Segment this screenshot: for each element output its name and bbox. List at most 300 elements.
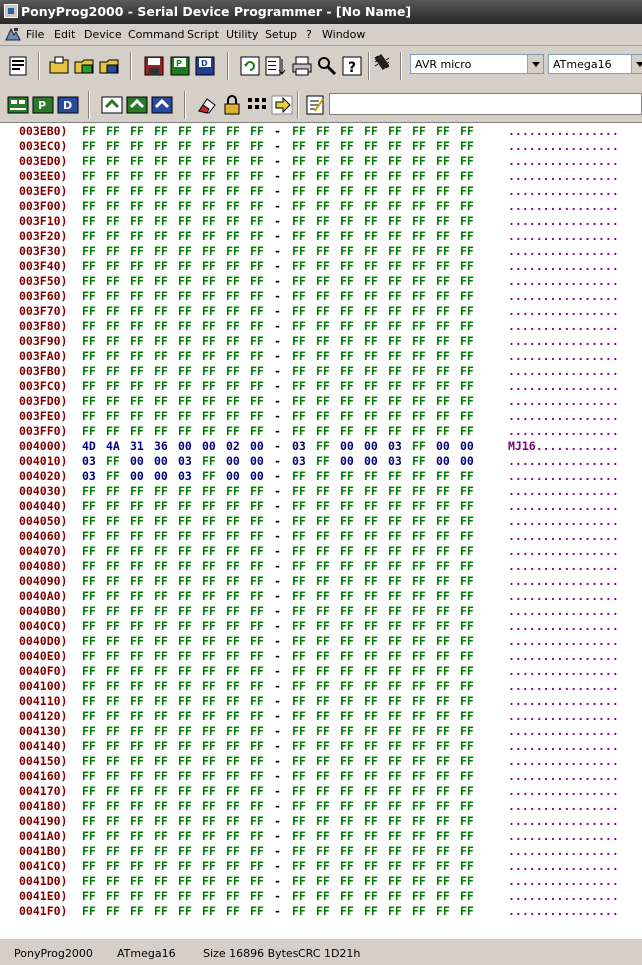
hex-byte[interactable]: FF [106,124,120,138]
hex-byte[interactable]: FF [202,349,216,363]
hex-byte[interactable]: FF [202,799,216,813]
hex-byte[interactable]: FF [316,889,330,903]
hex-byte[interactable]: FF [364,244,378,258]
hex-byte[interactable]: FF [412,439,426,453]
menu-script[interactable]: Script [187,28,219,41]
hex-byte[interactable]: FF [202,544,216,558]
hex-byte[interactable]: FF [202,169,216,183]
hex-byte[interactable]: FF [460,394,474,408]
hex-byte[interactable]: FF [154,484,168,498]
hex-byte[interactable]: FF [154,619,168,633]
menu-window[interactable]: Window [322,28,366,41]
hex-byte[interactable]: FF [460,349,474,363]
hex-byte[interactable]: FF [436,469,450,483]
hex-byte[interactable]: FF [178,154,192,168]
hex-byte[interactable]: FF [412,724,426,738]
hex-byte[interactable]: FF [154,394,168,408]
hex-byte[interactable]: FF [82,484,96,498]
hex-byte[interactable]: FF [316,364,330,378]
hex-byte[interactable]: FF [226,769,240,783]
hex-byte[interactable]: 31 [130,439,144,453]
hex-byte[interactable]: FF [154,124,168,138]
hex-byte[interactable]: FF [388,799,402,813]
hex-byte[interactable]: FF [340,274,354,288]
hex-byte[interactable]: FF [250,769,264,783]
hex-byte[interactable]: FF [316,709,330,723]
hex-byte[interactable]: FF [340,424,354,438]
hex-byte[interactable]: FF [226,529,240,543]
hex-byte[interactable]: FF [202,319,216,333]
hex-byte[interactable]: FF [364,799,378,813]
open-data-icon[interactable] [98,54,122,78]
hex-byte[interactable]: FF [106,844,120,858]
hex-byte[interactable]: FF [250,724,264,738]
hex-byte[interactable]: FF [226,799,240,813]
hex-byte[interactable]: FF [364,679,378,693]
hex-byte[interactable]: FF [460,799,474,813]
hex-byte[interactable]: FF [226,844,240,858]
hex-byte[interactable]: FF [460,364,474,378]
hex-byte[interactable]: FF [250,589,264,603]
hex-byte[interactable]: FF [82,559,96,573]
hex-byte[interactable]: FF [316,724,330,738]
hex-byte[interactable]: 02 [226,439,240,453]
hex-byte[interactable]: FF [226,154,240,168]
hex-byte[interactable]: FF [130,754,144,768]
hex-byte[interactable]: FF [412,229,426,243]
hex-byte[interactable]: FF [226,619,240,633]
hex-byte[interactable]: FF [202,574,216,588]
hex-byte[interactable]: 00 [460,439,474,453]
hex-byte[interactable]: FF [412,589,426,603]
hex-byte[interactable]: FF [250,499,264,513]
hex-byte[interactable]: FF [106,409,120,423]
hex-byte[interactable]: FF [226,634,240,648]
hex-byte[interactable]: FF [436,784,450,798]
hex-byte[interactable]: FF [388,469,402,483]
hex-byte[interactable]: FF [436,499,450,513]
document-menu-icon[interactable] [4,27,22,42]
hex-byte[interactable]: FF [82,349,96,363]
hex-byte[interactable]: FF [130,859,144,873]
hex-byte[interactable]: FF [82,889,96,903]
hex-byte[interactable]: FF [154,784,168,798]
hex-byte[interactable]: FF [226,274,240,288]
hex-byte[interactable]: FF [178,184,192,198]
hex-byte[interactable]: FF [130,364,144,378]
hex-byte[interactable]: FF [154,184,168,198]
hex-byte[interactable]: FF [178,604,192,618]
hex-byte[interactable]: FF [388,544,402,558]
app-icon[interactable] [4,4,18,18]
hex-byte[interactable]: FF [388,559,402,573]
hex-byte[interactable]: FF [178,844,192,858]
hex-byte[interactable]: FF [388,484,402,498]
hex-byte[interactable]: FF [340,604,354,618]
hex-byte[interactable]: FF [226,544,240,558]
hex-byte[interactable]: FF [388,409,402,423]
hex-byte[interactable]: FF [460,574,474,588]
hex-byte[interactable]: FF [154,889,168,903]
hex-byte[interactable]: FF [364,889,378,903]
hex-byte[interactable]: FF [292,814,306,828]
hex-byte[interactable]: FF [82,739,96,753]
hex-byte[interactable]: FF [106,709,120,723]
hex-byte[interactable]: FF [340,829,354,843]
hex-byte[interactable]: FF [388,214,402,228]
hex-byte[interactable]: FF [226,739,240,753]
hex-byte[interactable]: FF [292,124,306,138]
hex-byte[interactable]: FF [292,304,306,318]
hex-byte[interactable]: FF [250,349,264,363]
hex-byte[interactable]: FF [250,124,264,138]
hex-byte[interactable]: FF [436,169,450,183]
hex-byte[interactable]: FF [178,259,192,273]
hex-byte[interactable]: FF [388,844,402,858]
hex-byte[interactable]: FF [388,514,402,528]
hex-byte[interactable]: FF [250,604,264,618]
hex-byte[interactable]: FF [250,709,264,723]
hex-byte[interactable]: FF [364,349,378,363]
hex-byte[interactable]: FF [250,694,264,708]
hex-byte[interactable]: FF [106,724,120,738]
hex-byte[interactable]: FF [82,529,96,543]
hex-byte[interactable]: FF [388,889,402,903]
hex-byte[interactable]: FF [436,349,450,363]
hex-byte[interactable]: FF [388,349,402,363]
hex-byte[interactable]: FF [202,784,216,798]
hex-byte[interactable]: FF [340,814,354,828]
hex-byte[interactable]: FF [106,694,120,708]
hex-buffer-view[interactable] [0,123,642,938]
hex-byte[interactable]: FF [130,799,144,813]
hex-byte[interactable]: FF [82,814,96,828]
hex-byte[interactable]: FF [412,319,426,333]
hex-byte[interactable]: FF [292,499,306,513]
hex-byte[interactable]: FF [460,724,474,738]
hex-byte[interactable]: FF [340,394,354,408]
hex-byte[interactable]: FF [316,334,330,348]
hex-byte[interactable]: FF [130,559,144,573]
hex-byte[interactable]: FF [364,514,378,528]
hex-byte[interactable]: FF [412,634,426,648]
hex-byte[interactable]: FF [226,334,240,348]
hex-byte[interactable]: FF [412,649,426,663]
hex-byte[interactable]: FF [388,649,402,663]
hex-byte[interactable]: FF [340,154,354,168]
hex-byte[interactable]: FF [226,649,240,663]
hex-byte[interactable]: FF [178,874,192,888]
hex-byte[interactable]: FF [178,559,192,573]
hex-byte[interactable]: FF [178,319,192,333]
hex-byte[interactable]: FF [178,289,192,303]
hex-byte[interactable]: FF [130,814,144,828]
hex-byte[interactable]: 00 [130,454,144,468]
hex-byte[interactable]: FF [130,259,144,273]
hex-byte[interactable]: FF [154,169,168,183]
hex-byte[interactable]: 03 [82,454,96,468]
read-all-icon[interactable] [6,93,30,117]
hex-byte[interactable]: FF [340,139,354,153]
hex-byte[interactable]: FF [202,499,216,513]
hex-byte[interactable]: FF [178,229,192,243]
write-program-icon[interactable] [125,93,149,117]
hex-byte[interactable]: FF [460,589,474,603]
hex-byte[interactable]: FF [340,859,354,873]
hex-byte[interactable]: FF [130,649,144,663]
hex-byte[interactable]: FF [106,739,120,753]
hex-byte[interactable]: 03 [388,454,402,468]
hex-byte[interactable]: FF [412,349,426,363]
hex-byte[interactable]: 03 [388,439,402,453]
hex-byte[interactable]: FF [340,199,354,213]
hex-byte[interactable]: FF [460,904,474,918]
hex-byte[interactable]: FF [106,334,120,348]
hex-byte[interactable]: FF [460,784,474,798]
print-icon[interactable] [290,54,314,78]
hex-byte[interactable]: FF [388,709,402,723]
hex-byte[interactable]: FF [388,829,402,843]
hex-byte[interactable]: 4D [82,439,96,453]
hex-byte[interactable]: FF [388,529,402,543]
hex-byte[interactable]: FF [82,124,96,138]
hex-byte[interactable]: FF [178,769,192,783]
hex-byte[interactable]: FF [388,364,402,378]
hex-byte[interactable]: FF [460,619,474,633]
hex-byte[interactable]: FF [178,799,192,813]
hex-byte[interactable]: FF [388,754,402,768]
hex-byte[interactable]: FF [364,754,378,768]
hex-byte[interactable]: FF [250,139,264,153]
hex-byte[interactable]: FF [460,679,474,693]
hex-byte[interactable]: FF [412,559,426,573]
hex-byte[interactable]: FF [154,694,168,708]
hex-byte[interactable]: FF [226,199,240,213]
hex-byte[interactable]: FF [130,169,144,183]
hex-byte[interactable]: FF [364,859,378,873]
hex-byte[interactable]: FF [178,529,192,543]
hex-byte[interactable]: FF [130,679,144,693]
hex-byte[interactable]: FF [340,484,354,498]
hex-byte[interactable]: FF [316,199,330,213]
hex-byte[interactable]: FF [178,694,192,708]
hex-byte[interactable]: FF [364,424,378,438]
hex-byte[interactable]: FF [130,184,144,198]
hex-byte[interactable]: FF [388,199,402,213]
hex-byte[interactable]: FF [436,724,450,738]
hex-byte[interactable]: FF [154,589,168,603]
hex-byte[interactable]: FF [154,604,168,618]
hex-byte[interactable]: FF [412,424,426,438]
hex-byte[interactable]: FF [364,199,378,213]
hex-byte[interactable]: FF [388,244,402,258]
erase-icon[interactable] [195,93,219,117]
hex-byte[interactable]: FF [202,664,216,678]
hex-byte[interactable]: 03 [82,469,96,483]
hex-byte[interactable]: FF [178,904,192,918]
hex-byte[interactable]: FF [106,574,120,588]
hex-byte[interactable]: FF [154,859,168,873]
hex-byte[interactable]: FF [364,484,378,498]
hex-byte[interactable]: FF [202,679,216,693]
hex-byte[interactable]: FF [340,784,354,798]
help-icon[interactable] [340,54,364,78]
hex-byte[interactable]: FF [130,334,144,348]
hex-byte[interactable]: FF [202,649,216,663]
hex-byte[interactable]: FF [202,604,216,618]
hex-byte[interactable]: FF [250,229,264,243]
hex-byte[interactable]: FF [388,184,402,198]
hex-byte[interactable]: FF [460,229,474,243]
hex-byte[interactable]: FF [364,184,378,198]
hex-byte[interactable]: FF [106,379,120,393]
hex-byte[interactable]: FF [412,784,426,798]
hex-byte[interactable]: FF [178,784,192,798]
hex-byte[interactable]: FF [340,559,354,573]
hex-byte[interactable]: FF [202,364,216,378]
hex-byte[interactable]: FF [178,199,192,213]
hex-byte[interactable]: FF [364,499,378,513]
hex-byte[interactable]: FF [388,769,402,783]
hex-byte[interactable]: FF [316,544,330,558]
hex-byte[interactable]: FF [460,514,474,528]
hex-byte[interactable]: FF [364,334,378,348]
hex-byte[interactable]: FF [412,244,426,258]
hex-byte[interactable]: FF [106,619,120,633]
hex-byte[interactable]: FF [106,649,120,663]
hex-byte[interactable]: FF [436,874,450,888]
hex-byte[interactable]: FF [82,199,96,213]
hex-byte[interactable]: FF [436,649,450,663]
hex-byte[interactable]: FF [226,229,240,243]
hex-byte[interactable]: 03 [292,439,306,453]
hex-byte[interactable]: FF [412,274,426,288]
hex-byte[interactable]: FF [364,874,378,888]
hex-byte[interactable]: 4A [106,439,120,453]
hex-byte[interactable]: FF [412,124,426,138]
hex-byte[interactable]: FF [412,409,426,423]
hex-byte[interactable]: FF [364,529,378,543]
hex-byte[interactable]: FF [130,574,144,588]
hex-byte[interactable]: FF [316,454,330,468]
hex-byte[interactable]: FF [340,319,354,333]
hex-byte[interactable]: FF [460,334,474,348]
hex-byte[interactable]: FF [436,769,450,783]
hex-byte[interactable]: 00 [250,469,264,483]
hex-byte[interactable]: FF [178,754,192,768]
hex-byte[interactable]: FF [436,739,450,753]
menu-file[interactable]: File [26,28,45,41]
hex-byte[interactable]: FF [106,454,120,468]
hex-byte[interactable]: FF [340,544,354,558]
hex-byte[interactable]: FF [388,589,402,603]
hex-byte[interactable]: FF [106,859,120,873]
hex-byte[interactable]: FF [106,499,120,513]
hex-byte[interactable]: 00 [226,454,240,468]
hex-byte[interactable]: FF [340,184,354,198]
hex-byte[interactable]: FF [436,694,450,708]
hex-byte[interactable]: FF [436,634,450,648]
hex-byte[interactable]: FF [226,424,240,438]
hex-byte[interactable]: FF [130,769,144,783]
hex-byte[interactable]: FF [106,784,120,798]
hex-byte[interactable]: FF [292,874,306,888]
reload-icon[interactable] [238,54,262,78]
hex-byte[interactable]: FF [412,184,426,198]
hex-byte[interactable]: FF [82,154,96,168]
hex-byte[interactable]: FF [226,379,240,393]
hex-byte[interactable]: FF [412,289,426,303]
hex-byte[interactable]: FF [178,274,192,288]
hex-byte[interactable]: FF [436,124,450,138]
hex-byte[interactable]: FF [364,574,378,588]
hex-byte[interactable]: FF [460,289,474,303]
hex-byte[interactable]: FF [364,709,378,723]
hex-byte[interactable]: FF [460,544,474,558]
hex-byte[interactable]: FF [340,904,354,918]
hex-byte[interactable]: FF [130,664,144,678]
hex-byte[interactable]: FF [388,169,402,183]
hex-byte[interactable]: 03 [292,454,306,468]
hex-byte[interactable]: FF [106,349,120,363]
hex-byte[interactable]: FF [316,229,330,243]
hex-byte[interactable]: FF [202,259,216,273]
hex-byte[interactable]: 00 [226,469,240,483]
hex-byte[interactable]: FF [340,244,354,258]
hex-byte[interactable]: FF [106,589,120,603]
hex-byte[interactable]: FF [388,229,402,243]
hex-byte[interactable]: FF [226,124,240,138]
hex-byte[interactable]: FF [412,769,426,783]
hex-byte[interactable]: FF [178,829,192,843]
hex-byte[interactable]: FF [364,379,378,393]
hex-byte[interactable]: FF [388,499,402,513]
hex-byte[interactable]: FF [178,334,192,348]
hex-byte[interactable]: FF [202,214,216,228]
hex-byte[interactable]: FF [250,784,264,798]
hex-byte[interactable]: FF [130,874,144,888]
hex-byte[interactable]: FF [316,139,330,153]
hex-byte[interactable]: FF [388,274,402,288]
hex-byte[interactable]: FF [388,739,402,753]
hex-byte[interactable]: FF [154,274,168,288]
hex-byte[interactable]: FF [202,559,216,573]
edit-buffer-icon[interactable] [263,54,287,78]
hex-byte[interactable]: FF [154,634,168,648]
hex-byte[interactable]: FF [202,529,216,543]
hex-byte[interactable]: FF [364,409,378,423]
hex-byte[interactable]: FF [436,679,450,693]
hex-byte[interactable]: FF [250,514,264,528]
hex-byte[interactable]: FF [106,754,120,768]
hex-byte[interactable]: FF [226,724,240,738]
hex-byte[interactable]: 00 [364,454,378,468]
hex-byte[interactable]: FF [226,319,240,333]
hex-byte[interactable]: FF [202,469,216,483]
hex-byte[interactable]: FF [154,874,168,888]
hex-byte[interactable]: FF [202,709,216,723]
hex-byte[interactable]: FF [364,844,378,858]
hex-byte[interactable]: FF [82,319,96,333]
hex-byte[interactable]: FF [340,739,354,753]
hex-byte[interactable]: FF [436,589,450,603]
hex-byte[interactable]: FF [292,199,306,213]
hex-byte[interactable]: FF [292,424,306,438]
hex-byte[interactable]: FF [202,634,216,648]
hex-byte[interactable]: FF [436,859,450,873]
hex-byte[interactable]: FF [388,604,402,618]
hex-byte[interactable]: FF [130,124,144,138]
